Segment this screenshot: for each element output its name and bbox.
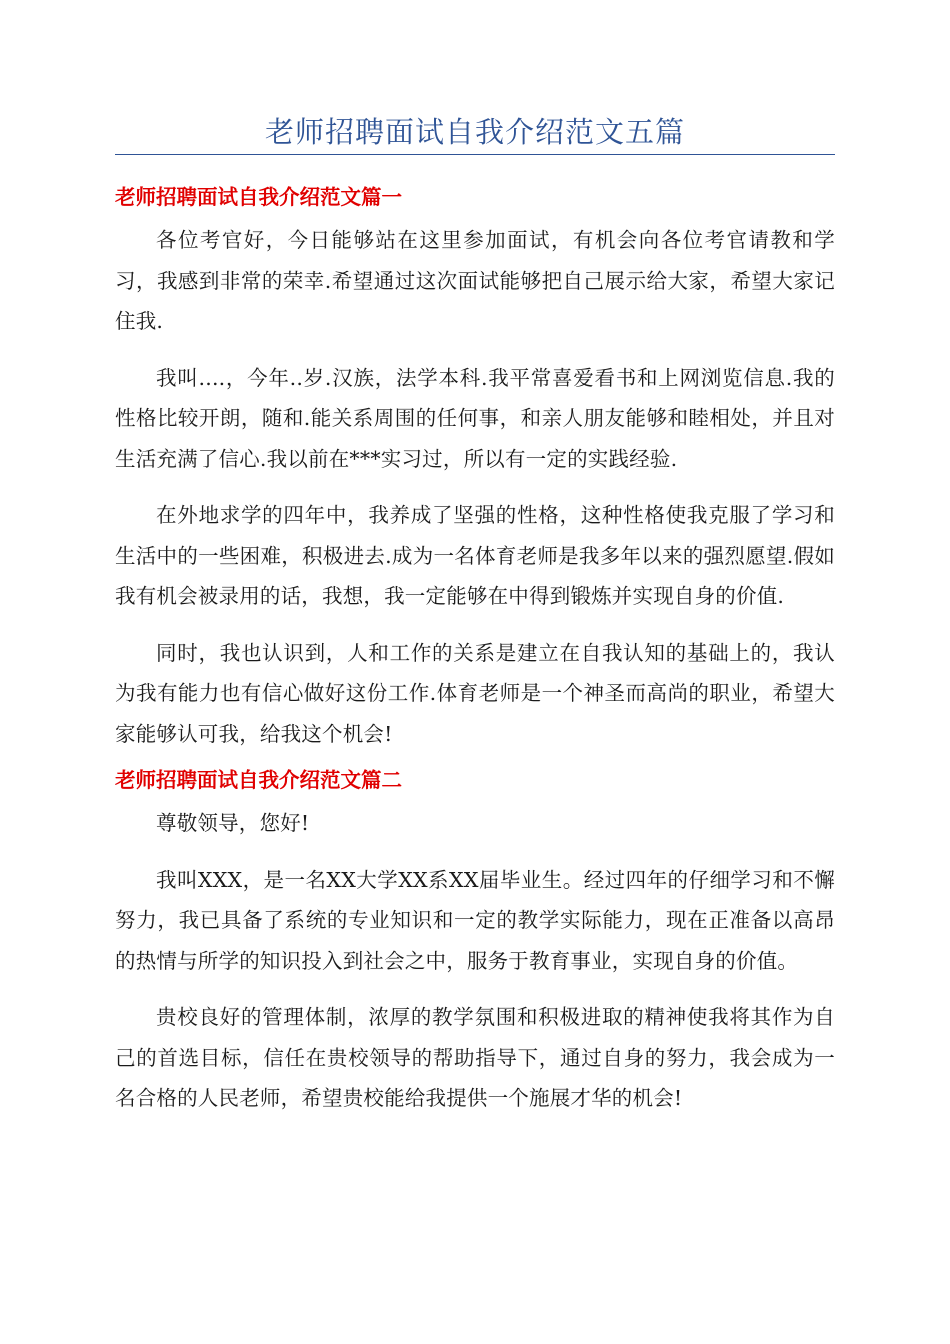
document-page — [115, 0, 835, 1119]
section-1-paragraph-2: 我叫....，今年..岁.汉族，法学本科.我平常喜爱看书和上网浏览信息.我的性格比较开朗，随和.能关系周围的任何事，和亲人朋友能够和睦相处，并且对生活充满了信心.我以前在***实习过，所以有一定的实践经验. — [115, 365, 835, 471]
section-2-paragraph-1: 尊敬领导，您好! — [156, 811, 310, 835]
section-1-paragraph-1: 各位考官好，今日能够站在这里参加面试，有机会向各位考官请教和学习，我感到非常的荣幸.希望通过这次面试能够把自己展示给大家，希望大家记住我. — [115, 228, 835, 333]
section-1-paragraph-4: 同时，我也认识到，人和工作的关系是建立在自我认知的基础上的，我认为我有能力也有信心做好这份工作.体育老师是一个神圣而高尚的职业，希望大家能够认可我，给我这个机会! — [115, 640, 835, 746]
section-1-paragraph-3: 在外地求学的四年中，我养成了坚强的性格，这种性格使我克服了学习和生活中的一些困难，积极进去.成为一名体育老师是我多年以来的强烈愿望.假如我有机会被录用的话，我想，我一定能够在中得到锻炼并实现自身的价值. — [115, 503, 835, 608]
section-heading-1: 老师招聘面试自我介绍范文篇一 — [115, 185, 402, 209]
document-title: 老师招聘面试自我介绍范文五篇 — [264, 115, 685, 149]
section-2-paragraph-3: 贵校良好的管理体制，浓厚的教学氛围和积极进取的精神使我将其作为自己的首选目标，信任在贵校领导的帮助指导下，通过自身的努力，我会成为一名合格的人民老师，希望贵校能给我提供一个施展才华的机会! — [115, 1005, 835, 1110]
title-underline — [115, 154, 835, 155]
section-heading-2: 老师招聘面试自我介绍范文篇二 — [115, 768, 402, 792]
section-2-paragraph-2: 我叫XXX，是一名XX大学XX系XX届毕业生。经过四年的仔细学习和不懈努力，我已具备了系统的专业知识和一定的教学实际能力，现在正准备以高昂的热情与所学的知识投入到社会之中，服务于教育事业，实现自身的价值。 — [115, 867, 835, 973]
